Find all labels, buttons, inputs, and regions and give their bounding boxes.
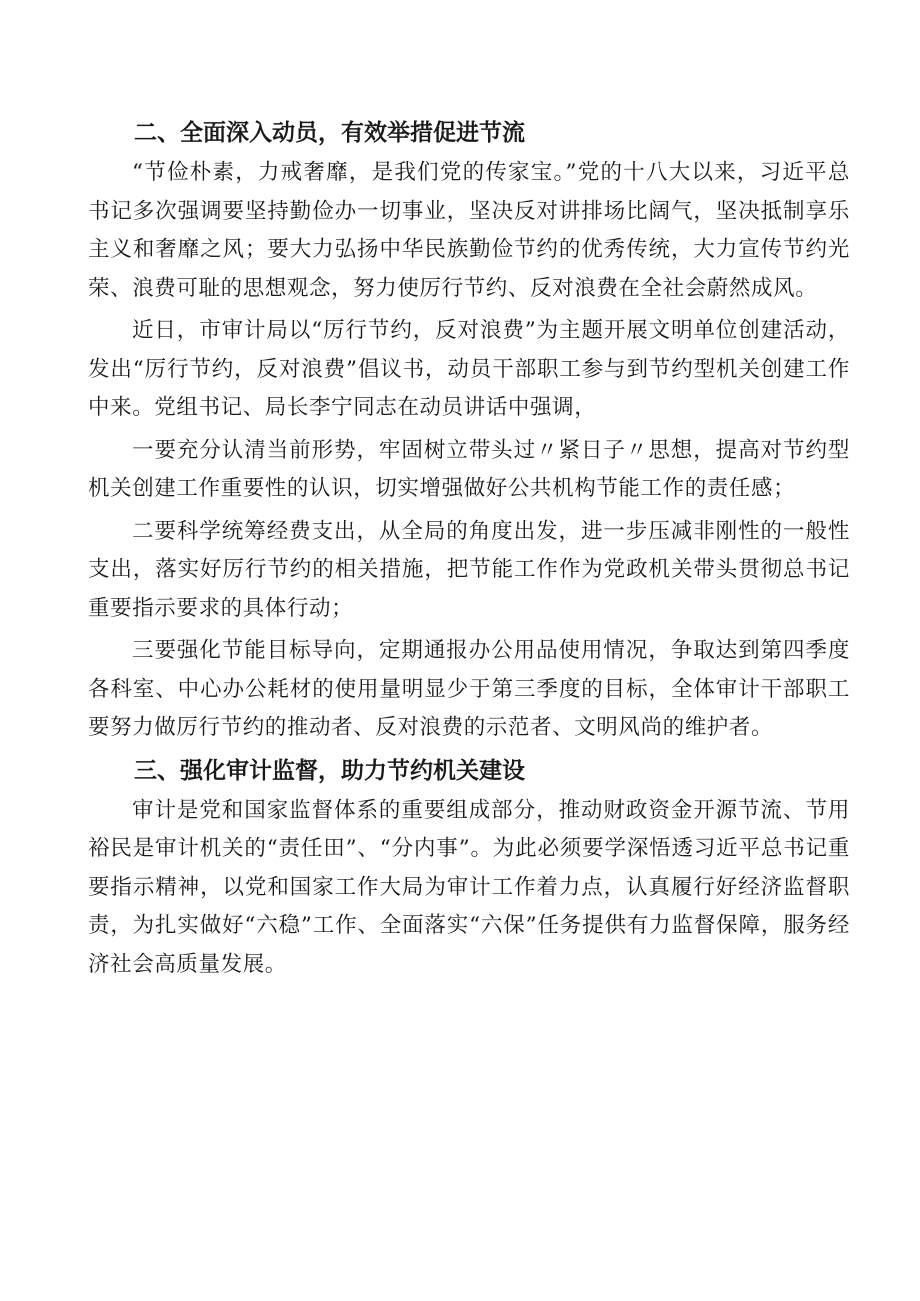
paragraph: 近日，市审计局以“厉行节约，反对浪费”为主题开展文明单位创建活动，发出“厉行节约，反对浪费”倡议书，动员干部职工参与到节约型机关创建工作中来。党组书记、局长李宁同志在动员讲话中强调，: [88, 318, 850, 420]
paragraph: 三要强化节能目标导向，定期通报办公用品使用情况，争取达到第四季度各科室、中心办公耗材的使用量明显少于第三季度的目标，全体审计干部职工要努力做厉行节约的推动者、反对浪费的示范者、文明风尚的维护者。: [88, 638, 850, 740]
paragraph: “节俭朴素，力戒奢靡，是我们党的传家宝。”党的十八大以来，习近平总书记多次强调要坚持勤俭办一切事业，坚决反对讲排场比阔气，坚决抵制享乐主义和奢靡之风；要大力弘扬中华民族勤俭节约的优秀传统，大力宣传节约光荣、浪费可耻的思想观念，努力使厉行节约、反对浪费在全社会蔚然成风。: [88, 160, 850, 301]
paragraph: 审计是党和国家监督体系的重要组成部分，推动财政资金开源节流、节用裕民是审计机关的“责任田”、“分内事”。为此必须要学深悟透习近平总书记重要指示精神，以党和国家工作大局为审计工作着力点，认真履行好经济监督职责，为扎实做好“六稳”工作、全面落实“六保”任务提供有力监督保障，服务经济社会高质量发展。: [88, 797, 850, 977]
paragraph: 一要充分认清当前形势，牢固树立带头过〃紧日子〃思想，提高对节约型机关创建工作重要性的认识，切实增强做好公共机构节能工作的责任感；: [88, 437, 850, 501]
section-heading-2: 二、全面深入动员，有效举措促进节流: [134, 120, 525, 146]
document-body: [88, 112, 850, 984]
paragraph: 二要科学统筹经费支出，从全局的角度出发，进一步压减非刚性的一般性支出，落实好厉行节约的相关措施，把节能工作作为党政机关带头贯彻总书记重要指示要求的具体行动；: [88, 518, 850, 621]
section-heading-3: 三、强化审计监督，助力节约机关建设: [134, 757, 525, 784]
